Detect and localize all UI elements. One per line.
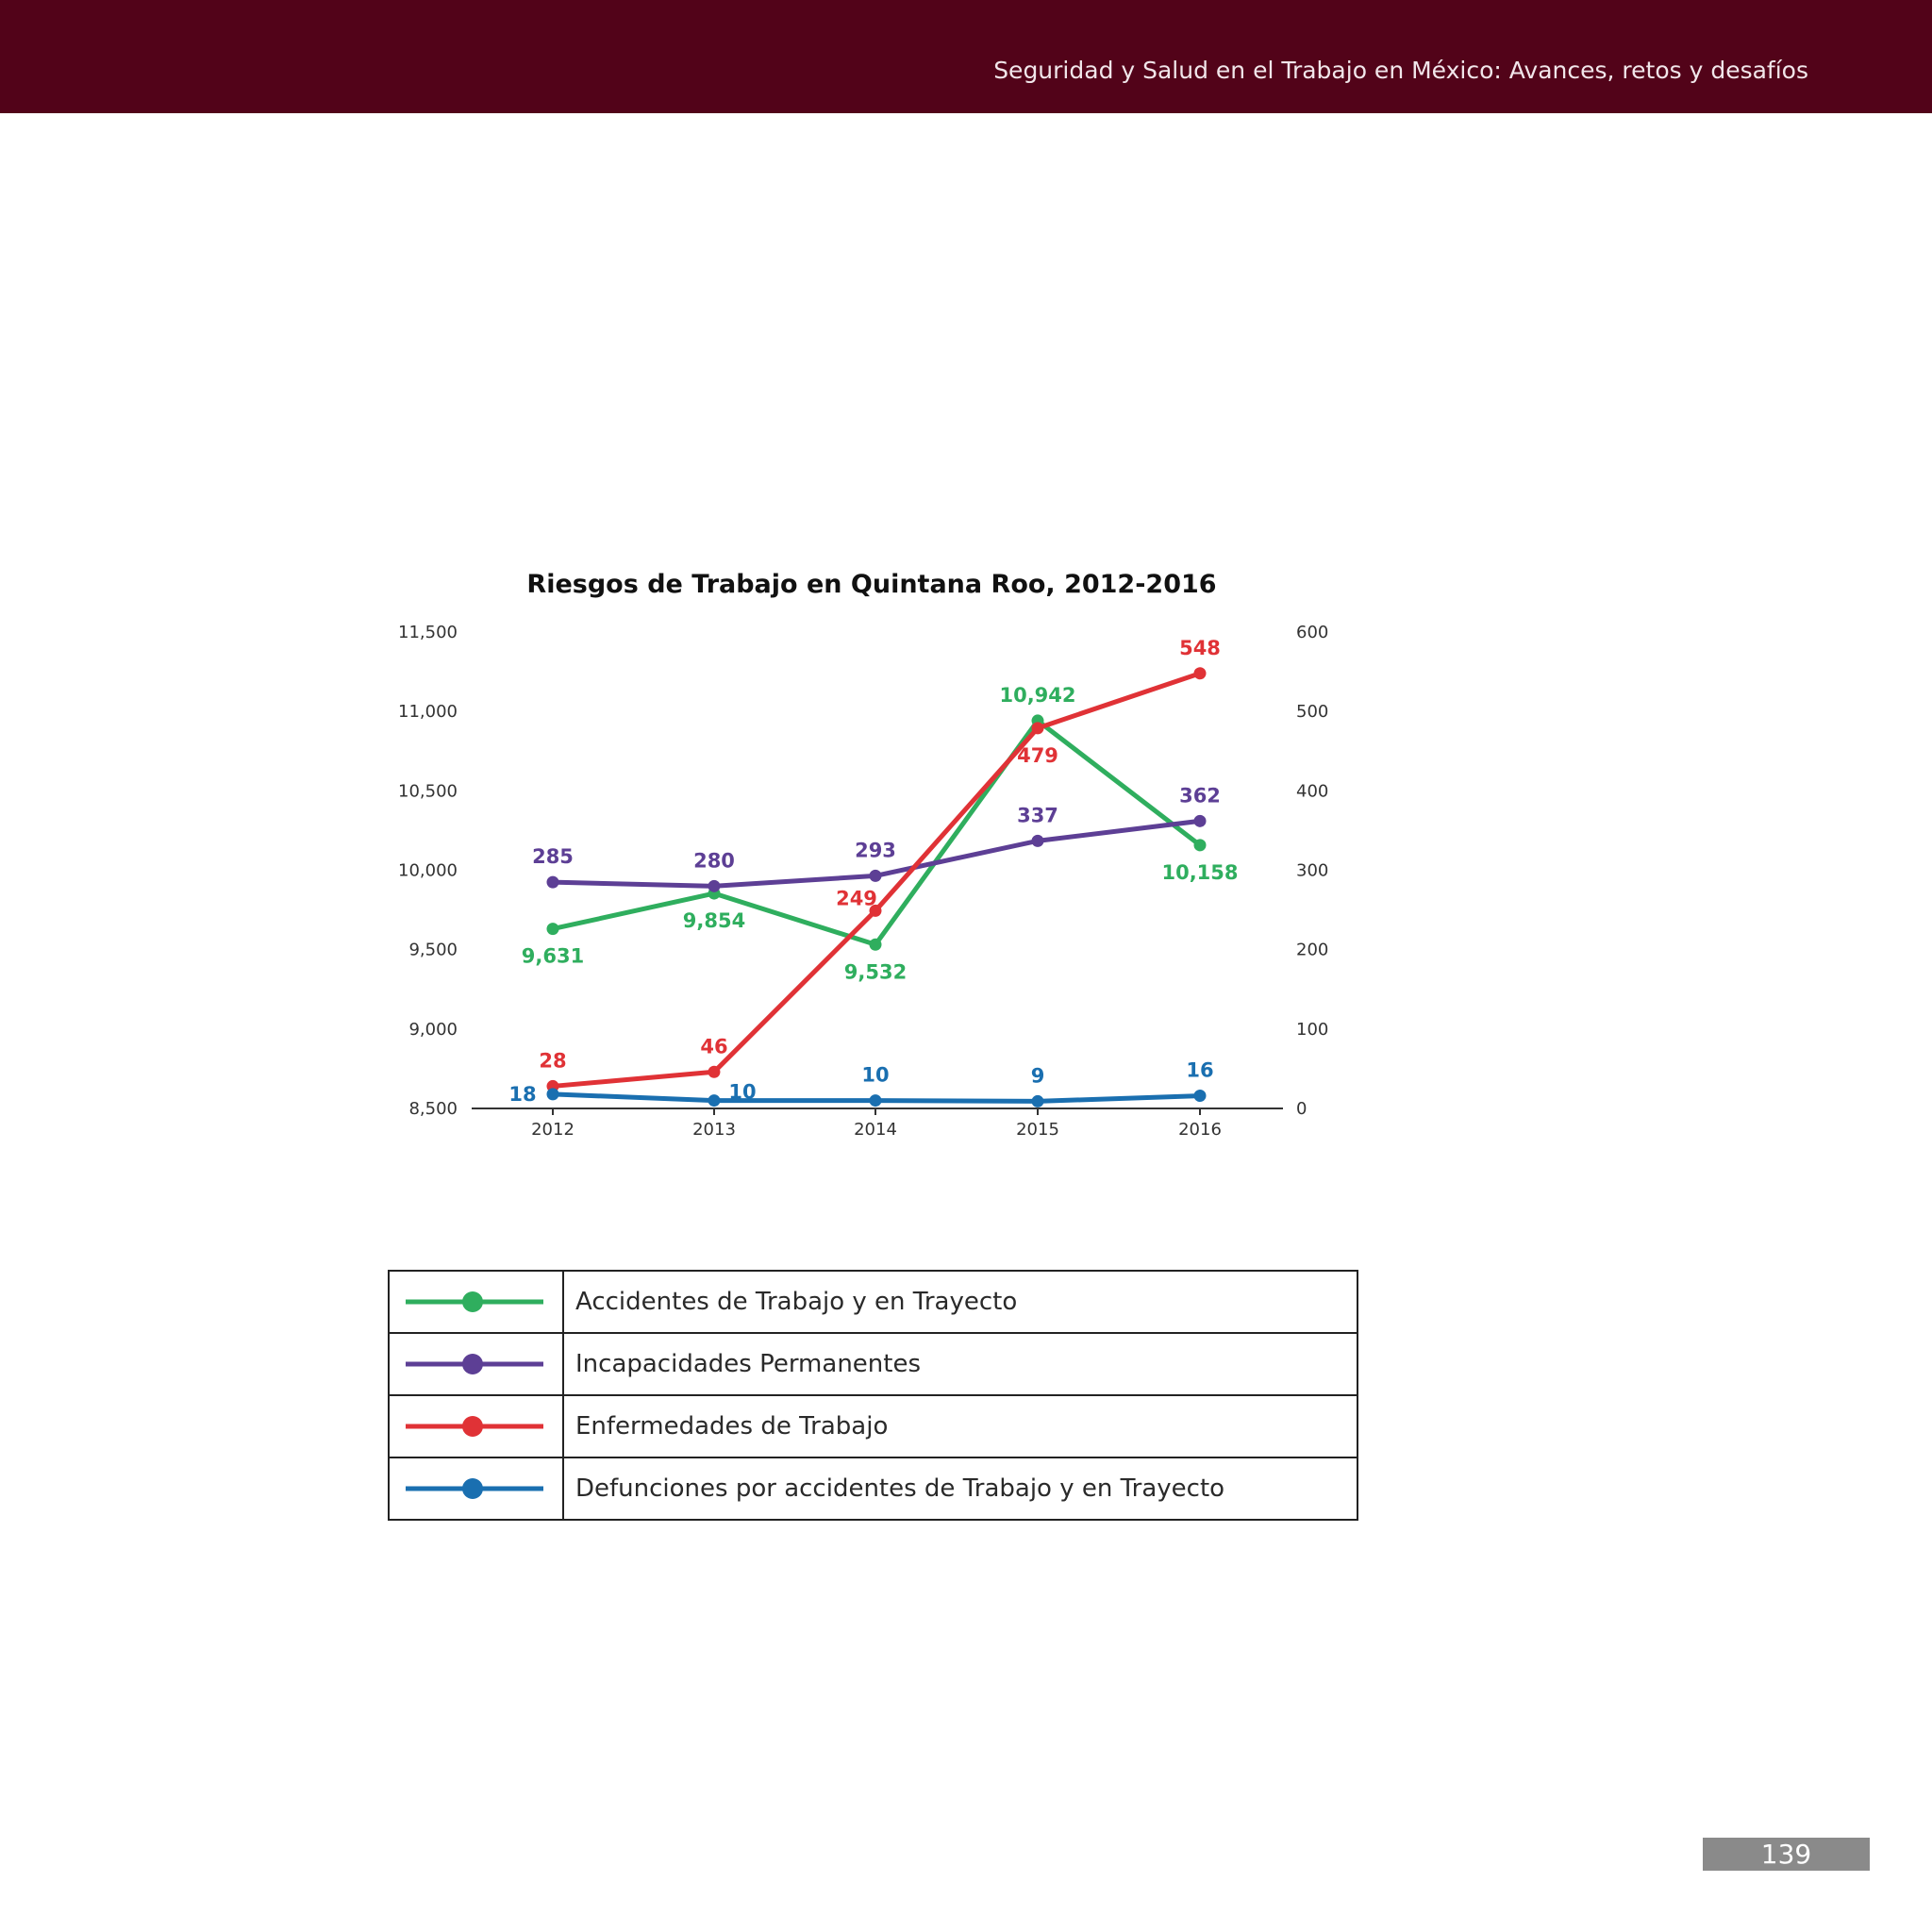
data-label: 9,854 <box>682 909 746 933</box>
data-point <box>1194 667 1207 679</box>
legend <box>388 1270 1358 1521</box>
legend-swatch <box>390 1288 562 1316</box>
legend-label: Incapacidades Permanentes <box>563 1333 1357 1395</box>
data-label: 10,942 <box>999 683 1076 707</box>
data-point <box>1194 815 1207 827</box>
data-point <box>708 1094 721 1107</box>
legend-swatch-cell <box>389 1333 563 1395</box>
data-label: 9,631 <box>521 944 585 968</box>
right-axis-tick-label: 300 <box>1296 860 1329 881</box>
legend-swatch-cell <box>389 1271 563 1333</box>
data-label: 337 <box>1017 804 1058 827</box>
right-axis-tick-label: 200 <box>1296 940 1329 960</box>
legend-swatch-marker <box>462 1478 483 1499</box>
header-title: Seguridad y Salud en el Trabajo en México: Avances, retos y desafíos <box>993 57 1808 84</box>
data-point <box>708 1066 721 1078</box>
data-label: 479 <box>1017 743 1058 767</box>
x-axis-tick-label: 2013 <box>692 1120 736 1140</box>
legend-row <box>389 1271 1357 1333</box>
x-axis-tick-label: 2016 <box>1178 1120 1222 1140</box>
legend-swatch-marker <box>462 1416 483 1437</box>
data-point <box>1194 839 1207 851</box>
legend-swatch-cell <box>389 1395 563 1457</box>
data-point <box>1032 835 1044 847</box>
data-point <box>1032 1095 1044 1108</box>
legend-swatch <box>390 1474 562 1503</box>
legend-swatch-marker <box>462 1291 483 1312</box>
legend-row <box>389 1395 1357 1457</box>
data-point <box>1194 1090 1207 1102</box>
legend-swatch-cell <box>389 1457 563 1520</box>
legend-swatch-marker <box>462 1354 483 1374</box>
data-label: 280 <box>693 849 735 873</box>
left-axis-tick-label: 9,000 <box>408 1019 458 1040</box>
data-label: 362 <box>1179 784 1221 808</box>
legend-swatch <box>390 1412 562 1441</box>
legend-label: Accidentes de Trabajo y en Trayecto <box>563 1271 1357 1333</box>
data-point <box>547 876 559 889</box>
data-label: 293 <box>855 839 896 862</box>
data-label: 9,532 <box>843 960 908 984</box>
data-label: 10 <box>728 1080 757 1104</box>
data-label: 18 <box>508 1082 537 1106</box>
legend-label: Enfermedades de Trabajo <box>563 1395 1357 1457</box>
x-axis-tick-label: 2014 <box>854 1120 897 1140</box>
x-axis-tick-label: 2015 <box>1016 1120 1059 1140</box>
data-point <box>870 939 882 951</box>
data-point <box>870 870 882 882</box>
legend-row <box>389 1457 1357 1520</box>
right-axis-tick-label: 500 <box>1296 702 1329 723</box>
data-point <box>1032 722 1044 734</box>
legend-row <box>389 1333 1357 1395</box>
data-label: 548 <box>1179 636 1221 659</box>
chart-title: Riesgos de Trabajo en Quintana Roo, 2012-2016 <box>526 570 1217 599</box>
data-point <box>708 880 721 892</box>
data-label: 10 <box>861 1063 890 1087</box>
data-label: 46 <box>700 1035 728 1058</box>
right-axis-tick-label: 400 <box>1296 781 1329 802</box>
data-label: 28 <box>539 1049 567 1073</box>
data-label: 285 <box>532 845 574 869</box>
right-axis-tick-label: 0 <box>1296 1099 1307 1119</box>
data-label: 10,158 <box>1161 860 1239 884</box>
data-point <box>547 923 559 935</box>
data-label: 9 <box>1030 1064 1045 1088</box>
data-label: 249 <box>836 887 877 910</box>
legend-swatch <box>390 1350 562 1378</box>
left-axis-tick-label: 8,500 <box>408 1099 458 1119</box>
left-axis-tick-label: 10,000 <box>398 860 458 881</box>
left-axis-tick-label: 10,500 <box>398 781 458 802</box>
left-axis-tick-label: 11,000 <box>398 702 458 723</box>
data-point <box>870 1094 882 1107</box>
legend-label: Defunciones por accidentes de Trabajo y en Trayecto <box>563 1457 1357 1520</box>
data-point <box>547 1088 559 1100</box>
data-label: 16 <box>1186 1058 1214 1082</box>
x-axis-tick-label: 2012 <box>531 1120 575 1140</box>
left-axis-tick-label: 11,500 <box>398 623 458 642</box>
right-axis-tick-label: 600 <box>1296 623 1329 642</box>
right-axis-tick-label: 100 <box>1296 1019 1329 1040</box>
left-axis-tick-label: 9,500 <box>408 940 458 960</box>
page-number: 139 <box>1703 1838 1870 1871</box>
